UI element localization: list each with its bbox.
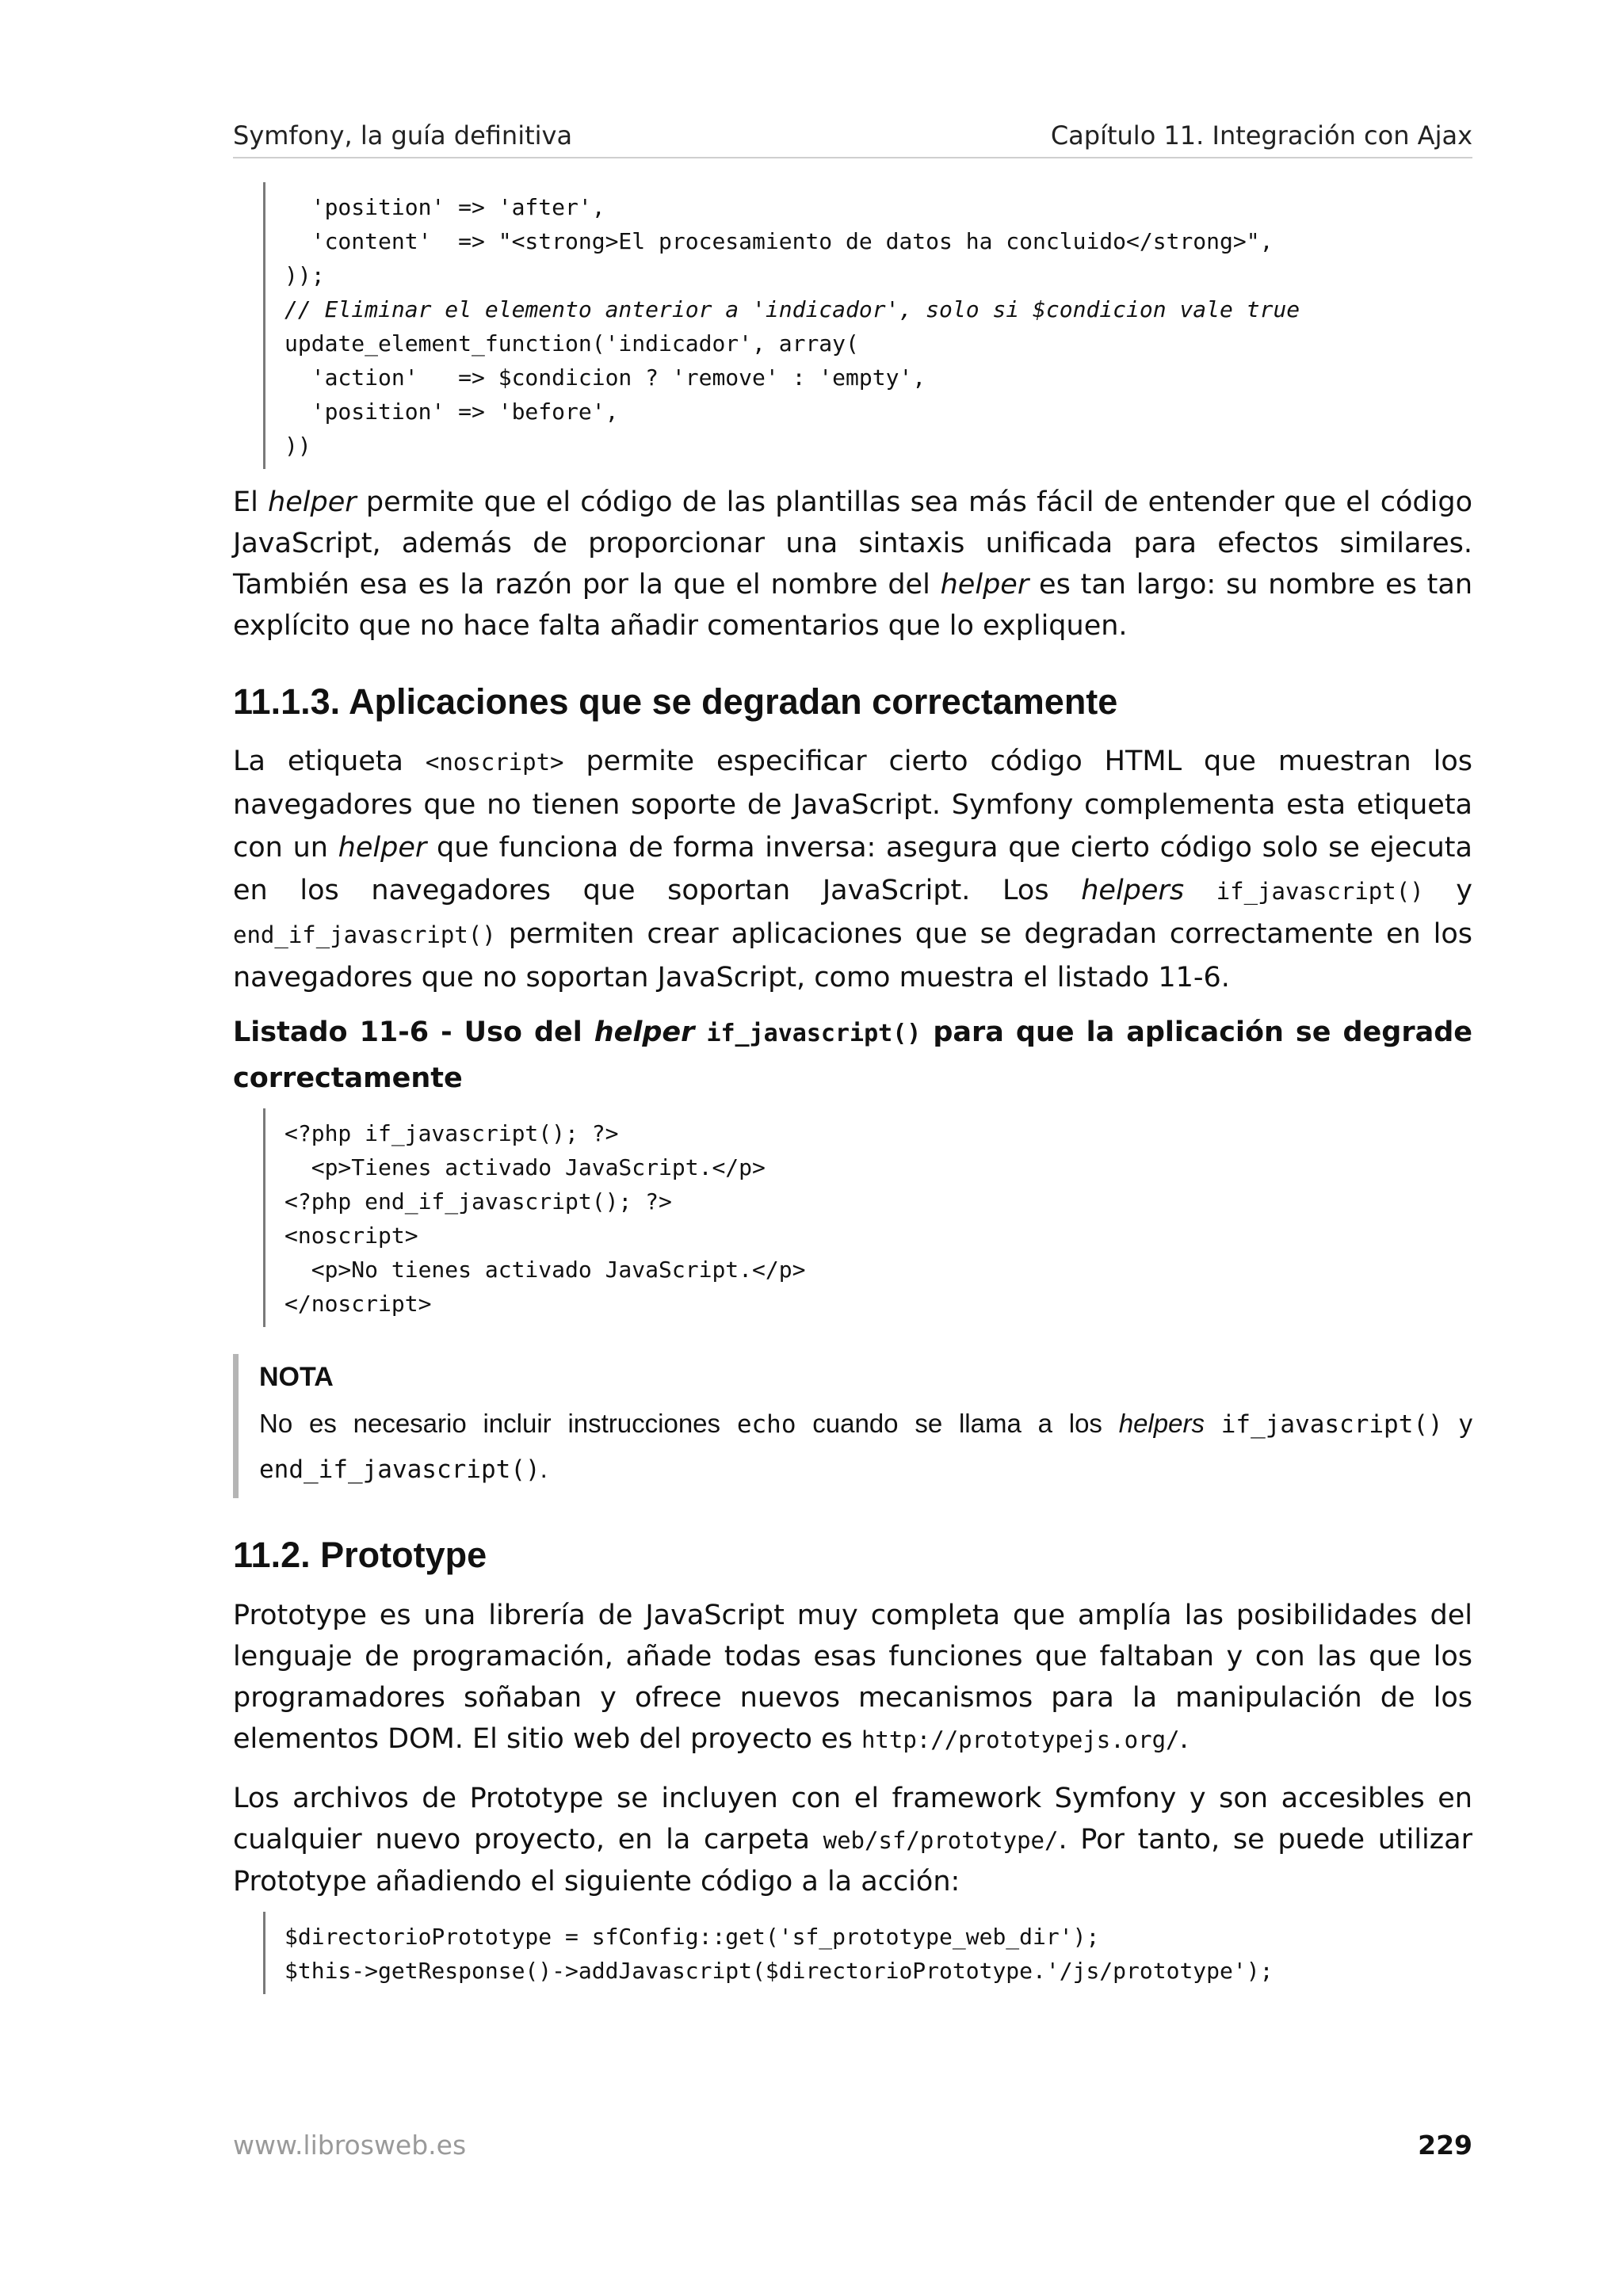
section-heading-prototype: 11.2. Prototype	[233, 1535, 487, 1575]
paragraph-prototype-files: Los archivos de Prototype se incluyen con el framework Symfony y son accesibles en cualquier nuevo proyecto, en la carpeta web/sf/prototype/. Por tanto, se puede utilizar Prototype añadiendo el siguiente código a la acción:	[233, 1783, 1472, 1897]
paragraph-prototype-intro: Prototype es una librería de JavaScript muy completa que amplía las posibilidades del lenguaje de programación, añade todas esas funciones que faltaban y con las que los programadores soñaban y ofrece nuevos mecanismos para la manipulación de los elementos DOM. El sitio web del proyecto es http://prototypejs.org/.	[233, 1600, 1472, 1755]
code-block-if-javascript	[263, 1108, 1472, 1327]
section-heading-degradation: 11.1.3. Aplicaciones que se degradan correctamente	[233, 681, 1118, 722]
code-comment: // Eliminar el elemento anterior a 'indicador', solo si $condicion vale true	[285, 296, 1300, 322]
paragraph-noscript: La etiqueta <noscript> permite especificar cierto código HTML que muestran los navegadores que no tienen soporte de JavaScript. Symfony complementa esta etiqueta con un helper que funciona de forma inversa: asegura que cierto código solo se ejecuta en los navegadores que soportan JavaScript. Los helpers if_javascript() y end_if_javascript() permiten crear aplicaciones que se degradan correctamente en los navegadores que no soportan JavaScript, como muestra el listado 11-6.	[233, 746, 1472, 994]
code-line: $this->getResponse()->addJavascript($directorioPrototype.'/js/prototype');	[285, 1958, 1274, 1984]
code-line: 'position' => 'before',	[285, 399, 619, 425]
footer-site-link[interactable]: www.librosweb.es	[233, 2130, 467, 2161]
running-header	[233, 119, 1472, 158]
code-line: </noscript>	[285, 1291, 432, 1317]
chapter-title: Capítulo 11. Integración con Ajax	[1050, 120, 1472, 151]
note-body: No es necesario incluir instrucciones echo cuando se llama a los helpers if_javascript() y end_if_javascript().	[259, 1409, 1473, 1484]
code-line: 'content' => "<strong>El procesamiento de datos ha concluido</strong>",	[285, 228, 1274, 254]
code-line: <?php if_javascript(); ?>	[285, 1120, 619, 1146]
code-line: 'position' => 'after',	[285, 194, 605, 220]
code-block-update-element	[263, 182, 1472, 469]
paragraph-helper-explanation: El helper permite que el código de las plantillas sea más fácil de entender que el código JavaScript, además de proporcionar una sintaxis unificada para efectos similares. También esa es la razón por la que el nombre del helper es tan largo: su nombre es tan explícito que no hace falta añadir comentarios que lo expliquen.	[233, 486, 1473, 642]
code-line: <?php end_if_javascript(); ?>	[285, 1188, 672, 1215]
code-line: ));	[285, 262, 325, 288]
page-content	[233, 182, 1472, 1994]
code-line: ))	[285, 433, 311, 459]
page-number: 229	[1418, 2130, 1472, 2161]
note-title: NOTA	[259, 1362, 334, 1392]
note-box	[233, 1354, 1472, 1498]
code-line: <p>No tienes activado JavaScript.</p>	[285, 1257, 806, 1283]
code-line: <noscript>	[285, 1222, 418, 1249]
book-title: Symfony, la guía definitiva	[233, 120, 573, 151]
code-line: <p>Tienes activado JavaScript.</p>	[285, 1154, 766, 1180]
code-line: $directorioPrototype = sfConfig::get('sf_prototype_web_dir');	[285, 1924, 1100, 1950]
code-line: update_element_function('indicador', array(	[285, 330, 859, 357]
code-block-prototype	[263, 1912, 1472, 1994]
code-line: 'action' => $condicion ? 'remove' : 'empty',	[285, 364, 926, 391]
listing-caption: Listado 11-6 - Uso del helper if_javascript() para que la aplicación se degrade correctamente	[233, 1016, 1472, 1094]
